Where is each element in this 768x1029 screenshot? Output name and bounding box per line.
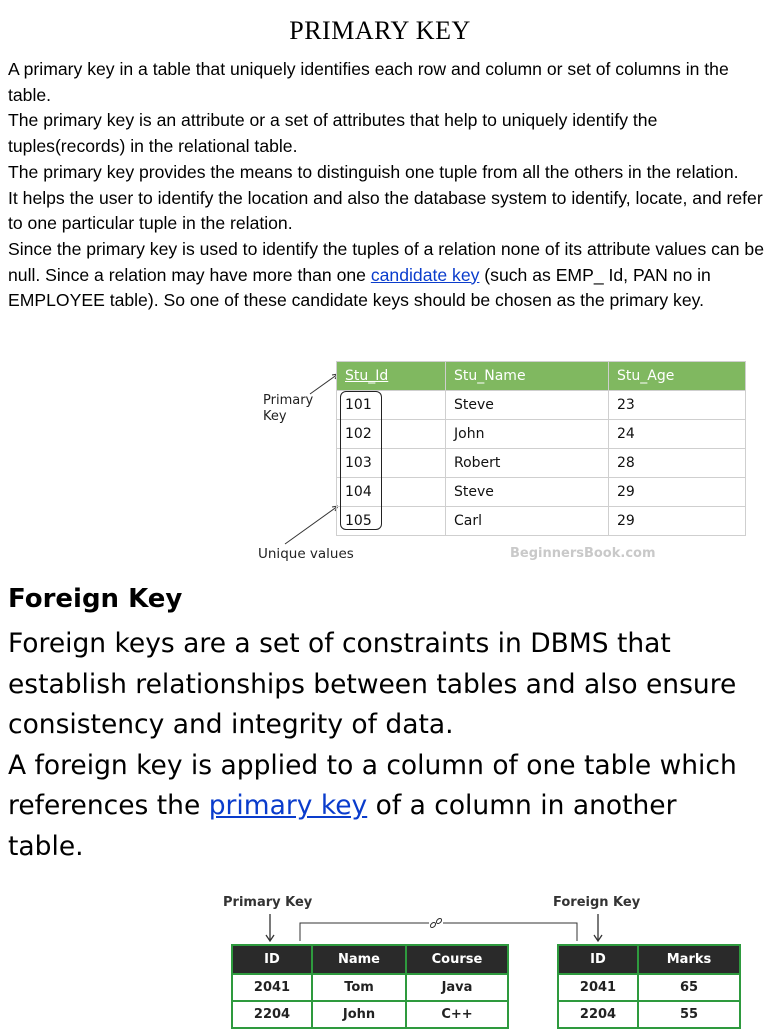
column-header: ID: [558, 945, 638, 974]
foreign-key-heading: Foreign Key: [8, 584, 183, 614]
table-cell: 65: [638, 974, 740, 1001]
table-cell: 103: [337, 449, 446, 478]
column-header: Name: [312, 945, 406, 974]
table-row: [337, 391, 746, 420]
column-header: ID: [232, 945, 312, 974]
unique-values-arrow: [285, 506, 338, 544]
column-header: Marks: [638, 945, 740, 974]
table-cell: 24: [609, 420, 746, 449]
primary-key-bracket: [340, 391, 382, 530]
table-cell: 102: [337, 420, 446, 449]
pk-paragraph: The primary key provides the means to distinguish one tuple from all the others in the relation.: [8, 161, 739, 182]
diagram-foreign-key-label: Foreign Key: [553, 895, 641, 910]
table-cell: 2041: [558, 974, 638, 1001]
pk-text-before: Since the primary key is used to identify the tuples of a relation none of its attribute values can be null. Since a relation may have more than one: [8, 238, 764, 285]
fk-text-after: of a column in another table.: [8, 790, 677, 862]
table-cell: 2041: [232, 974, 312, 1001]
table-cell: 105: [337, 507, 446, 536]
table-row: [558, 974, 740, 1001]
column-header: Stu_Age: [609, 362, 746, 391]
table-cell: 2204: [558, 1001, 638, 1028]
table-row: [337, 420, 746, 449]
pk-text-after: (such as EMP_ Id, PAN no in EMPLOYEE table). So one of these candidate keys should be chosen as the primary key.: [8, 264, 711, 311]
foreign-key-down-arrow: [594, 914, 602, 941]
page-title: PRIMARY KEY: [289, 16, 471, 45]
table-cell: 23: [609, 391, 746, 420]
primary-key-down-arrow: [266, 914, 274, 941]
table-cell: C++: [406, 1001, 508, 1028]
table-cell: John: [312, 1001, 406, 1028]
diagram-primary-key-label: Primary Key: [223, 895, 313, 910]
table-cell: John: [446, 420, 609, 449]
table-row: [337, 478, 746, 507]
link-icon: [429, 917, 443, 929]
table-cell: 55: [638, 1001, 740, 1028]
students-table: [231, 944, 509, 1029]
table-cell: 101: [337, 391, 446, 420]
column-header: Stu_Id: [337, 362, 446, 391]
table-header-row: [232, 945, 508, 974]
table-cell: Tom: [312, 974, 406, 1001]
table-cell: 28: [609, 449, 746, 478]
primary-key-label: Primary Key: [263, 393, 314, 424]
pk-paragraph: The primary key is an attribute or a set of attributes that help to uniquely identify the tuples(records) in the relational table.: [8, 110, 658, 157]
table-cell: Carl: [446, 507, 609, 536]
table-cell: Robert: [446, 449, 609, 478]
table-row: [337, 507, 746, 536]
column-header: Stu_Name: [446, 362, 609, 391]
unique-values-label: Unique values: [258, 546, 354, 562]
column-header: Course: [406, 945, 508, 974]
diagram-connectors: [220, 910, 620, 946]
primary-key-arrow: [310, 374, 338, 394]
student-table: [336, 361, 746, 536]
pk-paragraph: A primary key in a table that uniquely identifies each row and column or set of columns in the table.: [8, 59, 729, 105]
primary-key-text: [8, 57, 768, 314]
table-row: [337, 449, 746, 478]
table-cell: 2204: [232, 1001, 312, 1028]
watermark: BeginnersBook.com: [510, 546, 656, 561]
fk-paragraph: Foreign keys are a set of constraints in DBMS that establish relationships between tables and also ensure consistency and integrity of data.: [8, 628, 737, 741]
table-header-row: [558, 945, 740, 974]
fk-paragraph: [8, 746, 758, 868]
primary-key-link[interactable]: primary key: [208, 790, 368, 822]
fk-text-before: A foreign key is applied to a column of one table which references the: [8, 749, 737, 822]
table-cell: 104: [337, 478, 446, 507]
pk-paragraph: It helps the user to identify the location and also the database system to identify, locate, and refer to one particular tuple in the relation.: [8, 187, 763, 234]
candidate-key-link[interactable]: candidate key: [370, 264, 480, 285]
table-cell: Steve: [446, 478, 609, 507]
table-cell: 29: [609, 478, 746, 507]
table-row: [232, 974, 508, 1001]
pk-paragraph-last: [8, 237, 768, 314]
foreign-key-text: [8, 624, 758, 868]
table-cell: 29: [609, 507, 746, 536]
table-cell: Steve: [446, 391, 609, 420]
table-header-row: [337, 362, 746, 391]
marks-table: [557, 944, 741, 1029]
table-cell: Java: [406, 974, 508, 1001]
